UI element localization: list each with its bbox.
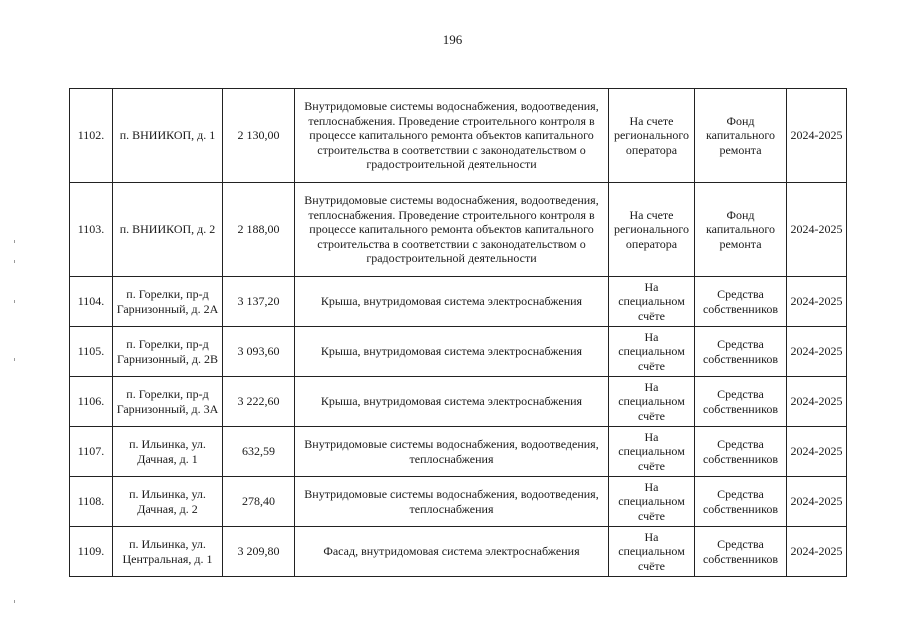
table-row [70,527,847,577]
row-number: 1108. [70,477,113,527]
address-cell: п. Горелки, пр-д Гарнизонный, д. 2А [113,277,223,327]
funding-source-cell: Средства собственников [695,427,787,477]
address-cell: п. Горелки, пр-д Гарнизонный, д. 3А [113,377,223,427]
table-row [70,89,847,183]
account-cell: На счете регионального оператора [609,89,695,183]
repair-schedule-table [69,88,847,577]
funding-source-cell: Средства собственников [695,277,787,327]
area-cell: 278,40 [223,477,295,527]
row-number: 1105. [70,327,113,377]
funding-source-cell: Средства собственников [695,527,787,577]
work-type-cell: Крыша, внутридомовая система электроснабжения [295,327,609,377]
area-cell: 2 130,00 [223,89,295,183]
funding-source-cell: Фонд капитального ремонта [695,183,787,277]
period-cell: 2024-2025 [787,89,847,183]
row-number: 1109. [70,527,113,577]
period-cell: 2024-2025 [787,183,847,277]
address-cell: п. Горелки, пр-д Гарнизонный, д. 2В [113,327,223,377]
table-row [70,277,847,327]
account-cell: На специальном счёте [609,427,695,477]
row-number: 1103. [70,183,113,277]
work-type-cell: Внутридомовые системы водоснабжения, водоотведения, теплоснабжения. Проведение строительного контроля в процессе капитального ремонта объектов капитального строительства в соответствии с законодательством о градостроительной деятельности [295,89,609,183]
address-cell: п. ВНИИКОП, д. 2 [113,183,223,277]
account-cell: На счете регионального оператора [609,183,695,277]
account-cell: На специальном счёте [609,477,695,527]
table-row [70,183,847,277]
work-type-cell: Внутридомовые системы водоснабжения, водоотведения, теплоснабжения [295,427,609,477]
account-cell: На специальном счёте [609,377,695,427]
table-row [70,427,847,477]
work-type-cell: Внутридомовые системы водоснабжения, водоотведения, теплоснабжения [295,477,609,527]
area-cell: 3 209,80 [223,527,295,577]
funding-source-cell: Фонд капитального ремонта [695,89,787,183]
account-cell: На специальном счёте [609,327,695,377]
row-number: 1104. [70,277,113,327]
area-cell: 3 093,60 [223,327,295,377]
period-cell: 2024-2025 [787,527,847,577]
work-type-cell: Внутридомовые системы водоснабжения, водоотведения, теплоснабжения. Проведение строительного контроля в процессе капитального ремонта объектов капитального строительства в соответствии с законодательством о градостроительной деятельности [295,183,609,277]
work-type-cell: Крыша, внутридомовая система электроснабжения [295,277,609,327]
funding-source-cell: Средства собственников [695,327,787,377]
address-cell: п. Ильинка, ул. Дачная, д. 2 [113,477,223,527]
area-cell: 3 222,60 [223,377,295,427]
area-cell: 3 137,20 [223,277,295,327]
account-cell: На специальном счёте [609,277,695,327]
area-cell: 632,59 [223,427,295,477]
work-type-cell: Крыша, внутридомовая система электроснабжения [295,377,609,427]
table-row [70,477,847,527]
period-cell: 2024-2025 [787,277,847,327]
period-cell: 2024-2025 [787,477,847,527]
work-type-cell: Фасад, внутридомовая система электроснабжения [295,527,609,577]
period-cell: 2024-2025 [787,427,847,477]
row-number: 1107. [70,427,113,477]
address-cell: п. Ильинка, ул. Дачная, д. 1 [113,427,223,477]
funding-source-cell: Средства собственников [695,377,787,427]
period-cell: 2024-2025 [787,327,847,377]
row-number: 1102. [70,89,113,183]
table-row [70,327,847,377]
area-cell: 2 188,00 [223,183,295,277]
address-cell: п. Ильинка, ул. Центральная, д. 1 [113,527,223,577]
scan-margin-marks [14,240,17,620]
funding-source-cell: Средства собственников [695,477,787,527]
address-cell: п. ВНИИКОП, д. 1 [113,89,223,183]
page-number: 196 [442,32,463,47]
row-number: 1106. [70,377,113,427]
period-cell: 2024-2025 [787,377,847,427]
table-row [70,377,847,427]
account-cell: На специальном счёте [609,527,695,577]
